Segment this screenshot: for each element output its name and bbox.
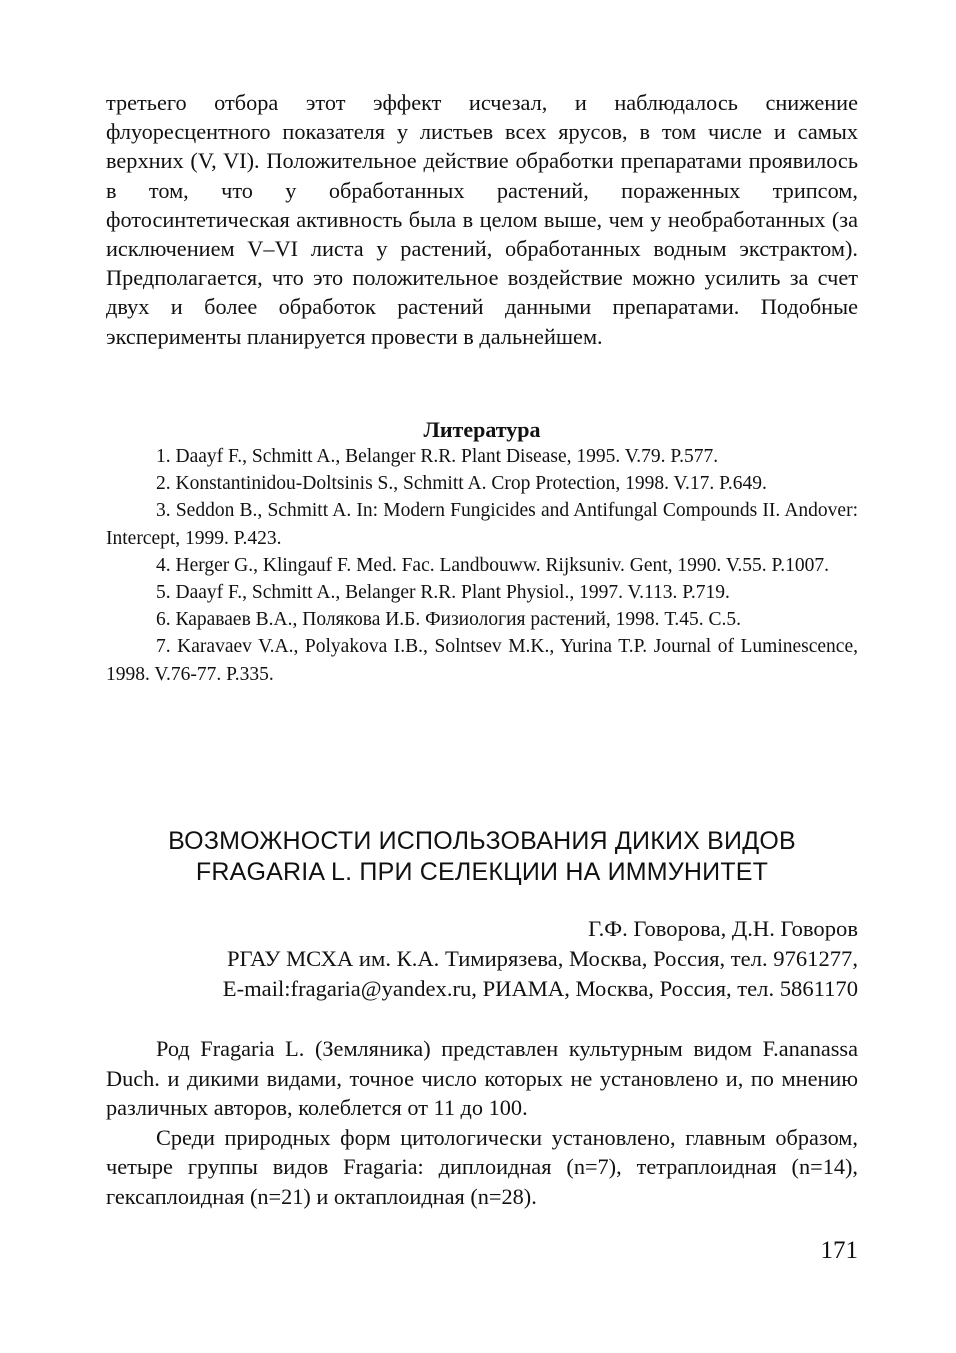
references-list [106,443,858,688]
article-title [106,826,858,888]
article-affiliation [106,944,858,1004]
intro-paragraph: третьего отбора этот эффект исчезал, и наблюдалось снижение флуоресцентного показателя у листьев всех ярусов, в том числе и самых верхних (V, VI). Положительное действие обработки препаратами проявилось в том, что у обработанных растений, пораженных трипсом, фотосинтетическая активность была в целом выше, чем у необработанных (за исключением V–VI листа у растений, обработанных водным экстрактом). Предполагается, что это положительное воздействие можно усилить за счет двух и более обработок растений данными препаратами. Подобные эксперименты планируется провести в дальнейшем. [106,90,858,349]
article-paragraph: Род Fragaria L. (Земляника) представлен культурным видом F.ananassa Duch. и дикими видами, точное число которых не установлено и, по мнению различных авторов, колеблется от 11 до 100. [106,1036,858,1120]
reference-item: 7. Karavaev V.A., Polyakova I.B., Solntsev M.K., Yurina T.P. Journal of Luminescence, 1998. V.76-77. P.335. [106,636,858,685]
intro-text-block [106,88,858,351]
reference-item: 1. Daayf F., Schmitt A., Belanger R.R. Plant Disease, 1995. V.79. P.577. [156,446,719,467]
article-body [106,1034,858,1211]
reference-item: 3. Seddon B., Schmitt A. In: Modern Fungicides and Antifungal Compounds II. Andover: Intercept, 1999. P.423. [106,500,858,549]
article-paragraph: Среди природных форм цитологически установлено, главным образом, четыре группы видов Fragaria: диплоидная (n=7), тетраплоидная (n=14), гексаплоидная (n=21) и октаплоидная (n=28). [106,1124,858,1209]
references-heading: Литература [423,417,541,442]
reference-item: 4. Herger G., Klingauf F. Med. Fac. Landbouww. Rijksuniv. Gent, 1990. V.55. P.1007. [156,554,829,576]
article-authors: Г.Ф. Говорова, Д.Н. Говоров [588,916,858,941]
affiliation-line: E-mail:fragaria@yandex.ru, РИАМА, Москва, Россия, тел. 5861170 [222,976,858,1001]
affiliation-line: РГАУ МСХА им. К.А. Тимирязева, Москва, Россия, тел. 9761277, [226,946,858,971]
reference-item: 6. Караваев В.А., Полякова И.Б. Физиология растений, 1998. Т.45. С.5. [156,609,741,631]
reference-item: 2. Konstantinidou-Doltsinis S., Schmitt A. Crop Protection, 1998. V.17. P.649. [156,473,767,495]
page-number: 171 [820,1237,858,1264]
article-title-line: ВОЗМОЖНОСТИ ИСПОЛЬЗОВАНИЯ ДИКИХ ВИДОВ [168,827,796,855]
reference-item: 5. Daayf F., Schmitt A., Belanger R.R. Plant Physiol., 1997. V.113. P.719. [156,582,730,604]
article-title-line: FRAGARIA L. ПРИ СЕЛЕКЦИИ НА ИММУНИТЕТ [195,858,769,886]
